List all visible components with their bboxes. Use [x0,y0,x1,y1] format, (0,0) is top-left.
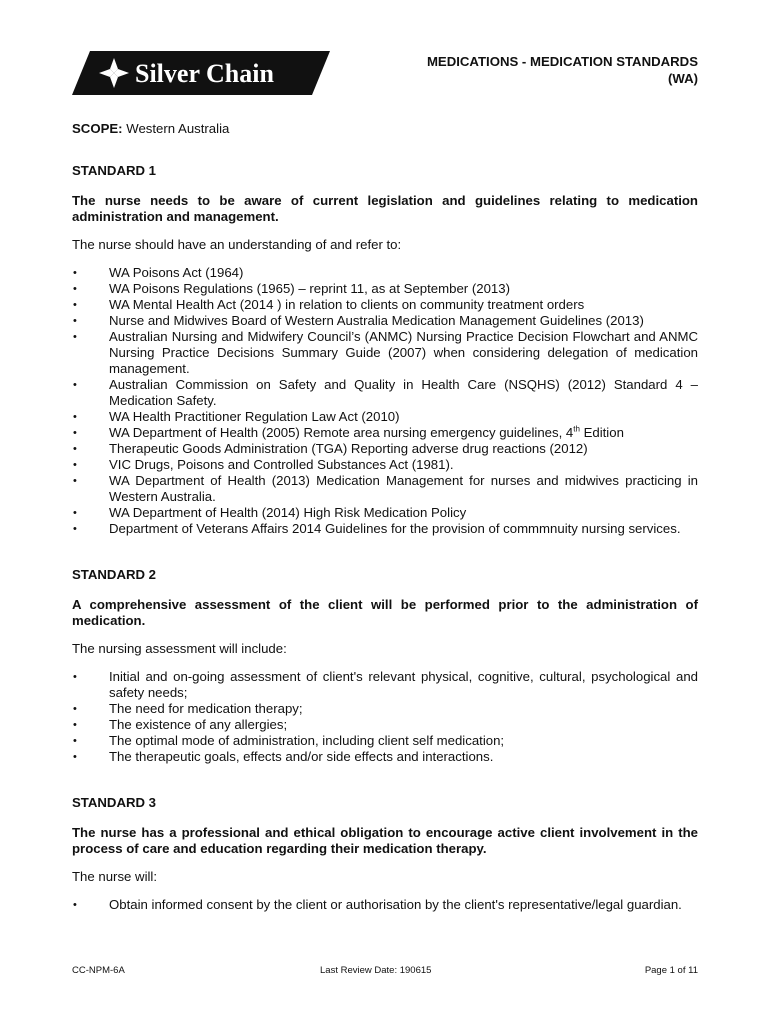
page-number: Page 1 of 11 [644,965,698,976]
list-item-text: WA Department of Health (2005) Remote area nursing emergency guidelines, 4 [109,425,574,440]
standard3-lead: The nurse has a professional and ethical obligation to encourage active client involvement in the process of care and education regarding their medication therapy. [72,825,698,856]
scope-line [72,121,698,137]
standard1-lead: The nurse needs to be aware of current legislation and guidelines relating to medication administration and management. [72,193,698,224]
list-item: • Australian Nursing and Midwifery Council’s (ANMC) Nursing Practice Decision Flowchart and ANMC Nursing Practice Decisions Summary Guide (2007) when considering delegation of medication management. [72,329,698,377]
scope-label: SCOPE: [72,121,123,136]
list-item: • Obtain informed consent by the client or authorisation by the client's representative/legal guardian. [72,897,698,913]
scope-value: Western Australia [126,121,230,136]
document-title-line2: (WA) [667,71,698,86]
standard3-list [72,897,698,913]
list-item: • WA Poisons Act (1964) [72,265,698,281]
list-item [72,425,698,441]
standard1-intro: The nurse should have an understanding of and refer to: [72,237,402,252]
list-item: • WA Department of Health (2013) Medication Management for nurses and midwives practicing in Western Australia. [72,473,698,505]
last-review-date: Last Review Date: 190615 [320,965,432,976]
list-item-tail: Edition [579,425,624,440]
list-item: • WA Mental Health Act (2014 ) in relation to clients on community treatment orders [72,297,698,313]
document-title-line1: MEDICATIONS - MEDICATION STANDARDS [426,54,698,69]
document-code: CC-NPM-6A [72,965,125,976]
list-item: • Initial and on-going assessment of client's relevant physical, cognitive, cultural, psychological and safety needs; [72,669,698,701]
svg-text:Silver Chain: Silver Chain [135,59,274,88]
standard3-heading: STANDARD 3 [72,795,157,810]
standard1-heading: STANDARD 1 [72,163,157,178]
standard3-intro: The nurse will: [72,869,158,884]
list-item: • The optimal mode of administration, including client self medication; [72,733,698,749]
document-title [427,53,698,87]
list-item: • Nurse and Midwives Board of Western Australia Medication Management Guidelines (2013) [72,313,698,329]
standard2-heading: STANDARD 2 [72,567,157,582]
list-item: • VIC Drugs, Poisons and Controlled Substances Act (1981). [72,457,698,473]
document-body [72,121,698,913]
silver-chain-logo-graphic [72,51,330,95]
list-item: • The therapeutic goals, effects and/or side effects and interactions. [72,749,698,765]
list-item: • Australian Commission on Safety and Quality in Health Care (NSQHS) (2012) Standard 4 – Medication Safety. [72,377,698,409]
list-item-superscript: th [573,424,580,434]
silver-chain-logo [72,51,330,95]
standard2-list [72,669,698,765]
list-item: • WA Department of Health (2014) High Risk Medication Policy [72,505,698,521]
list-item: • WA Health Practitioner Regulation Law Act (2010) [72,409,698,425]
standard2-intro: The nursing assessment will include: [72,641,287,656]
list-item: • Department of Veterans Affairs 2014 Guidelines for the provision of commmnuity nursing services. [72,521,698,537]
list-item: • The existence of any allergies; [72,717,698,733]
list-item: • Therapeutic Goods Administration (TGA) Reporting adverse drug reactions (2012) [72,441,698,457]
list-item: • WA Poisons Regulations (1965) – reprint 11, as at September (2013) [72,281,698,297]
standard1-list [72,265,698,537]
standard2-lead: A comprehensive assessment of the client will be performed prior to the administration of medication. [72,597,698,628]
list-item: • The need for medication therapy; [72,701,698,717]
